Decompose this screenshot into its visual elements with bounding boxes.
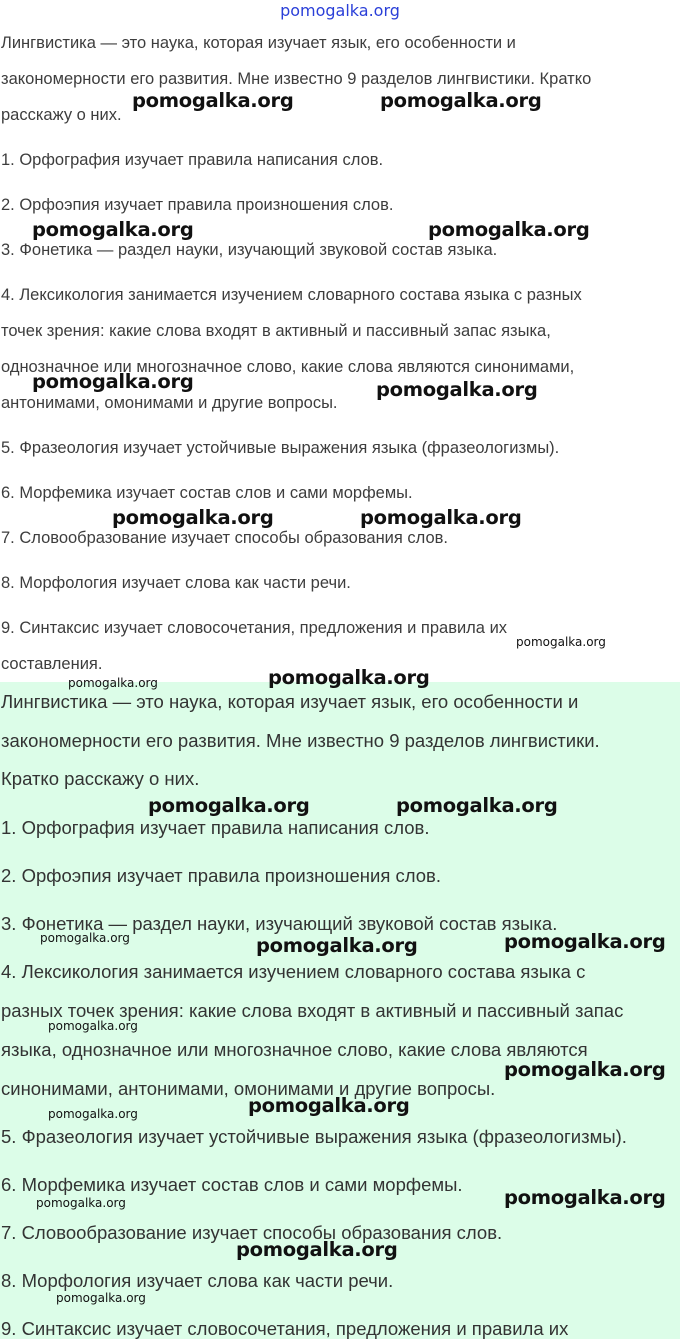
list-item: 9. Синтаксис изучает словосочетания, предложения и правила их bbox=[1, 1318, 569, 1339]
watermark: pomogalka.org bbox=[132, 89, 294, 112]
text-line: разных точек зрения: какие слова входят в активный и пассивный запас bbox=[1, 1000, 624, 1021]
watermark: pomogalka.org bbox=[112, 506, 274, 529]
watermark: pomogalka.org bbox=[256, 934, 418, 957]
watermark: pomogalka.org bbox=[248, 1094, 410, 1117]
list-item: 7. Словообразование изучает способы образования слов. bbox=[1, 1222, 503, 1243]
text-line: составления. bbox=[1, 655, 103, 673]
site-header-link[interactable]: pomogalka.org bbox=[280, 1, 400, 20]
list-item: 2. Орфоэпия изучает правила произношения слов. bbox=[1, 865, 442, 886]
watermark: pomogalka.org bbox=[36, 1196, 126, 1210]
text-line: Лингвистика — это наука, которая изучает язык, его особенности и bbox=[1, 34, 516, 52]
text-line: языка, однозначное или многозначное слово, какие слова являются bbox=[1, 1039, 588, 1060]
watermark: pomogalka.org bbox=[236, 1238, 398, 1261]
watermark: pomogalka.org bbox=[32, 370, 194, 393]
list-item: 6. Морфемика изучает состав слов и сами морфемы. bbox=[1, 484, 413, 502]
watermark: pomogalka.org bbox=[360, 506, 522, 529]
list-item: 3. Фонетика — раздел науки, изучающий звуковой состав языка. bbox=[1, 241, 498, 259]
watermark: pomogalka.org bbox=[48, 1019, 138, 1033]
list-item: 3. Фонетика — раздел науки, изучающий звуковой состав языка. bbox=[1, 913, 558, 934]
watermark: pomogalka.org bbox=[48, 1107, 138, 1121]
watermark: pomogalka.org bbox=[504, 930, 666, 953]
list-item: 7. Словообразование изучает способы образования слов. bbox=[1, 529, 449, 547]
watermark: pomogalka.org bbox=[268, 666, 430, 689]
list-item: 1. Орфография изучает правила написания слов. bbox=[1, 151, 384, 169]
watermark: pomogalka.org bbox=[148, 794, 310, 817]
list-item: 5. Фразеология изучает устойчивые выражения языка (фразеологизмы). bbox=[1, 1126, 627, 1147]
watermark: pomogalka.org bbox=[376, 378, 538, 401]
list-item: 4. Лексикология занимается изучением словарного состава языка с bbox=[1, 961, 586, 982]
text-line: однозначное или многозначное слово, какие слова являются синонимами, bbox=[1, 358, 575, 376]
text-line: закономерности его развития. Мне известно 9 разделов лингвистики. Кратко bbox=[1, 70, 592, 88]
text-line: точек зрения: какие слова входят в активный и пассивный запас языка, bbox=[1, 322, 551, 340]
list-item: 1. Орфография изучает правила написания слов. bbox=[1, 817, 430, 838]
watermark: pomogalka.org bbox=[40, 931, 130, 945]
watermark: pomogalka.org bbox=[380, 89, 542, 112]
watermark: pomogalka.org bbox=[56, 1291, 146, 1305]
list-item: 4. Лексикология занимается изучением словарного состава языка с разных bbox=[1, 286, 582, 304]
watermark: pomogalka.org bbox=[504, 1058, 666, 1081]
watermark: pomogalka.org bbox=[516, 635, 606, 649]
text-line: Лингвистика — это наука, которая изучает язык, его особенности и bbox=[1, 691, 579, 712]
watermark: pomogalka.org bbox=[396, 794, 558, 817]
list-item: 2. Орфоэпия изучает правила произношения слов. bbox=[1, 196, 394, 214]
list-item: 6. Морфемика изучает состав слов и сами морфемы. bbox=[1, 1174, 463, 1195]
list-item: 8. Морфология изучает слова как части речи. bbox=[1, 1270, 394, 1291]
watermark: pomogalka.org bbox=[68, 676, 158, 690]
text-line: Кратко расскажу о них. bbox=[1, 768, 200, 789]
text-line: расскажу о них. bbox=[1, 106, 122, 124]
text-line: закономерности его развития. Мне известно 9 разделов лингвистики. bbox=[1, 730, 600, 751]
text-line: синонимами, антонимами, омонимами и другие вопросы. bbox=[1, 1078, 496, 1099]
watermark: pomogalka.org bbox=[504, 1186, 666, 1209]
watermark: pomogalka.org bbox=[32, 218, 194, 241]
watermark: pomogalka.org bbox=[428, 218, 590, 241]
list-item: 9. Синтаксис изучает словосочетания, предложения и правила их bbox=[1, 619, 508, 637]
list-item: 5. Фразеология изучает устойчивые выражения языка (фразеологизмы). bbox=[1, 439, 560, 457]
list-item: 8. Морфология изучает слова как части речи. bbox=[1, 574, 351, 592]
text-line: антонимами, омонимами и другие вопросы. bbox=[1, 394, 338, 412]
